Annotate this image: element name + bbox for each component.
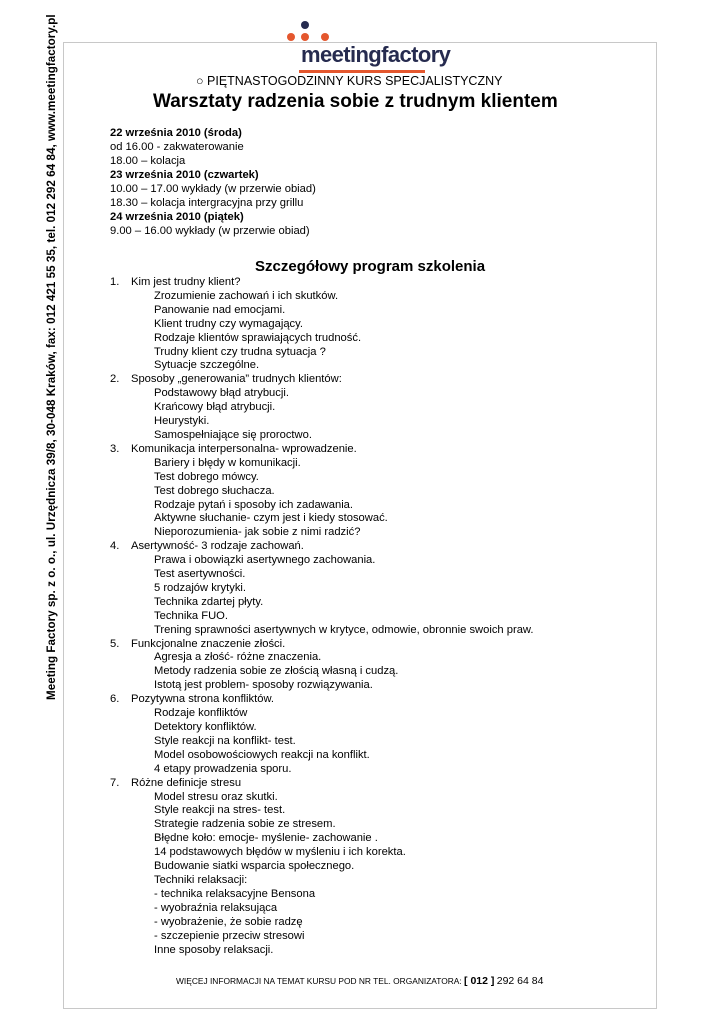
program-item: Sytuacje szczególne. bbox=[154, 359, 260, 372]
program-item: Rodzaje pytań i sposoby ich zadawania. bbox=[154, 498, 354, 511]
schedule-day-2: 23 września 2010 (czwartek) bbox=[110, 169, 259, 181]
program-item: Nieporozumienia- jak sobie z nimi radzić? bbox=[154, 526, 361, 539]
program-item: Inne sposoby relaksacji. bbox=[154, 943, 274, 956]
schedule-line: 10.00 – 17.00 wykłady (w przerwie obiad) bbox=[110, 183, 316, 195]
section-heading bbox=[110, 443, 534, 457]
logo-dot-right bbox=[321, 33, 329, 41]
program-list bbox=[110, 276, 534, 957]
program-item: Model stresu oraz skutki. bbox=[154, 790, 278, 803]
logo-underline bbox=[299, 70, 425, 73]
logo-dot-mid bbox=[301, 33, 309, 41]
program-item: Techniki relaksacji: bbox=[154, 873, 248, 886]
course-subtitle: ○ PIĘTNASTOGODZINNY KURS SPECJALISTYCZNY bbox=[196, 74, 503, 88]
program-item: Budowanie siatki wsparcia społecznego. bbox=[154, 860, 355, 873]
program-item: Model osobowościowych reakcji na konflikt. bbox=[154, 748, 370, 761]
section-heading bbox=[110, 693, 534, 707]
section-number: 1. bbox=[110, 276, 120, 288]
schedule bbox=[110, 126, 316, 238]
footer bbox=[176, 975, 543, 987]
program-item: Prawa i obowiązki asertywnego zachowania. bbox=[154, 554, 376, 567]
program-item: Zrozumienie zachowań i ich skutków. bbox=[154, 289, 339, 302]
footer-text: WIĘCEJ INFORMACJI NA TEMAT KURSU POD NR TEL. ORGANIZATORA: bbox=[176, 976, 462, 986]
section-title: Asertywność- 3 rodzaje zachowań. bbox=[131, 540, 304, 553]
program-item: Style reakcji na stres- test. bbox=[154, 804, 286, 817]
section-number: 6. bbox=[110, 693, 120, 706]
footer-area-code: [ 012 ] bbox=[464, 975, 495, 987]
section-title: Pozytywna strona konfliktów. bbox=[131, 693, 275, 706]
program-item: Samospełniające się proroctwo. bbox=[154, 428, 312, 441]
section-number: 2. bbox=[110, 373, 120, 386]
section-title: Kim jest trudny klient? bbox=[131, 276, 241, 288]
program-item: Strategie radzenia sobie ze stresem. bbox=[154, 818, 336, 831]
program-item: Bariery i błędy w komunikacji. bbox=[154, 456, 301, 469]
logo-dot-top bbox=[301, 21, 309, 29]
section-heading bbox=[110, 373, 534, 387]
program-item: Błędne koło: emocje- myślenie- zachowanie . bbox=[154, 832, 378, 845]
program-item: Aktywne słuchanie- czym jest i kiedy stosować. bbox=[154, 512, 388, 525]
program-item: Detektory konfliktów. bbox=[154, 721, 257, 733]
program-item: Krańcowy błąd atrybucji. bbox=[154, 401, 276, 414]
program-item: - szczepienie przeciw stresowi bbox=[154, 929, 305, 942]
page-title: Warsztaty radzenia sobie z trudnym klientem bbox=[153, 91, 558, 112]
section-heading bbox=[110, 638, 534, 652]
section-title: Różne definicje stresu bbox=[131, 776, 242, 789]
contact-sidebar: Meeting Factory sp. z o. o., ul. Urzędnicza 39/8, 30-048 Kraków, fax: 012 421 55 35, tel. 012 292 64 84, www.meetingfactory.pl bbox=[45, 14, 58, 700]
program-title: Szczegółowy program szkolenia bbox=[255, 258, 486, 275]
footer-phone: 292 64 84 bbox=[496, 975, 544, 987]
section-number: 4. bbox=[110, 540, 120, 553]
program-item: Agresja a złość- różne znaczenia. bbox=[154, 651, 322, 664]
program-item: Technika FUO. bbox=[154, 609, 228, 622]
section-number: 3. bbox=[110, 442, 120, 455]
section-heading bbox=[110, 777, 534, 791]
program-item: Technika zdartej płyty. bbox=[154, 595, 264, 608]
program-item: 4 etapy prowadzenia sporu. bbox=[154, 762, 292, 775]
program-item: Test asertywności. bbox=[154, 568, 246, 581]
section-title: Funkcjonalne znaczenie złości. bbox=[131, 637, 286, 650]
program-item: Panowanie nad emocjami. bbox=[154, 303, 286, 316]
program-item: Rodzaje konfliktów bbox=[154, 707, 248, 720]
program-item: Style reakcji na konflikt- test. bbox=[154, 734, 296, 747]
schedule-day-3: 24 września 2010 (piątek) bbox=[110, 211, 244, 223]
section-title: Sposoby „generowania” trudnych klientów: bbox=[131, 373, 342, 386]
schedule-day-1: 22 września 2010 (środa) bbox=[110, 127, 242, 139]
logo-dot-left bbox=[287, 33, 295, 41]
program-item: Klient trudny czy wymagający. bbox=[154, 317, 304, 330]
schedule-line: od 16.00 - zakwaterowanie bbox=[110, 141, 244, 153]
program-item: Test dobrego mówcy. bbox=[154, 470, 259, 483]
program-item: 5 rodzajów krytyki. bbox=[154, 581, 247, 594]
section-heading bbox=[110, 276, 534, 290]
program-item: - wyobraźnia relaksująca bbox=[154, 901, 278, 914]
program-item: Test dobrego słuchacza. bbox=[154, 484, 275, 497]
program-item: Istotą jest problem- sposoby rozwiązywania. bbox=[154, 679, 373, 692]
schedule-line: 18.00 – kolacja bbox=[110, 155, 186, 167]
section-number: 5. bbox=[110, 637, 120, 650]
program-item: Trudny klient czy trudna sytuacja ? bbox=[154, 345, 326, 358]
program-item: Rodzaje klientów sprawiających trudność. bbox=[154, 331, 362, 344]
section-number: 7. bbox=[110, 776, 120, 789]
logo-text: meetingfactory bbox=[301, 42, 451, 67]
schedule-line: 9.00 – 16.00 wykłady (w przerwie obiad) bbox=[110, 225, 310, 237]
section-heading bbox=[110, 540, 534, 554]
section-title: Komunikacja interpersonalna- wprowadzenie. bbox=[131, 442, 357, 455]
program-item: Trening sprawności asertywnych w krytyce, odmowie, obronnie swoich praw. bbox=[154, 623, 534, 636]
program-item: Podstawowy błąd atrybucji. bbox=[154, 387, 289, 400]
program-item: Heurystyki. bbox=[154, 415, 210, 428]
program-item: Metody radzenia sobie ze złością własną i cudzą. bbox=[154, 665, 399, 678]
company-logo bbox=[283, 18, 451, 80]
program-item: - technika relaksacyjne Bensona bbox=[154, 887, 316, 900]
schedule-line: 18.30 – kolacja intergracyjna przy grillu bbox=[110, 197, 304, 209]
program-item: - wyobrażenie, że sobie radzę bbox=[154, 915, 303, 928]
program-item: 14 podstawowych błędów w myśleniu i ich korekta. bbox=[154, 846, 406, 859]
